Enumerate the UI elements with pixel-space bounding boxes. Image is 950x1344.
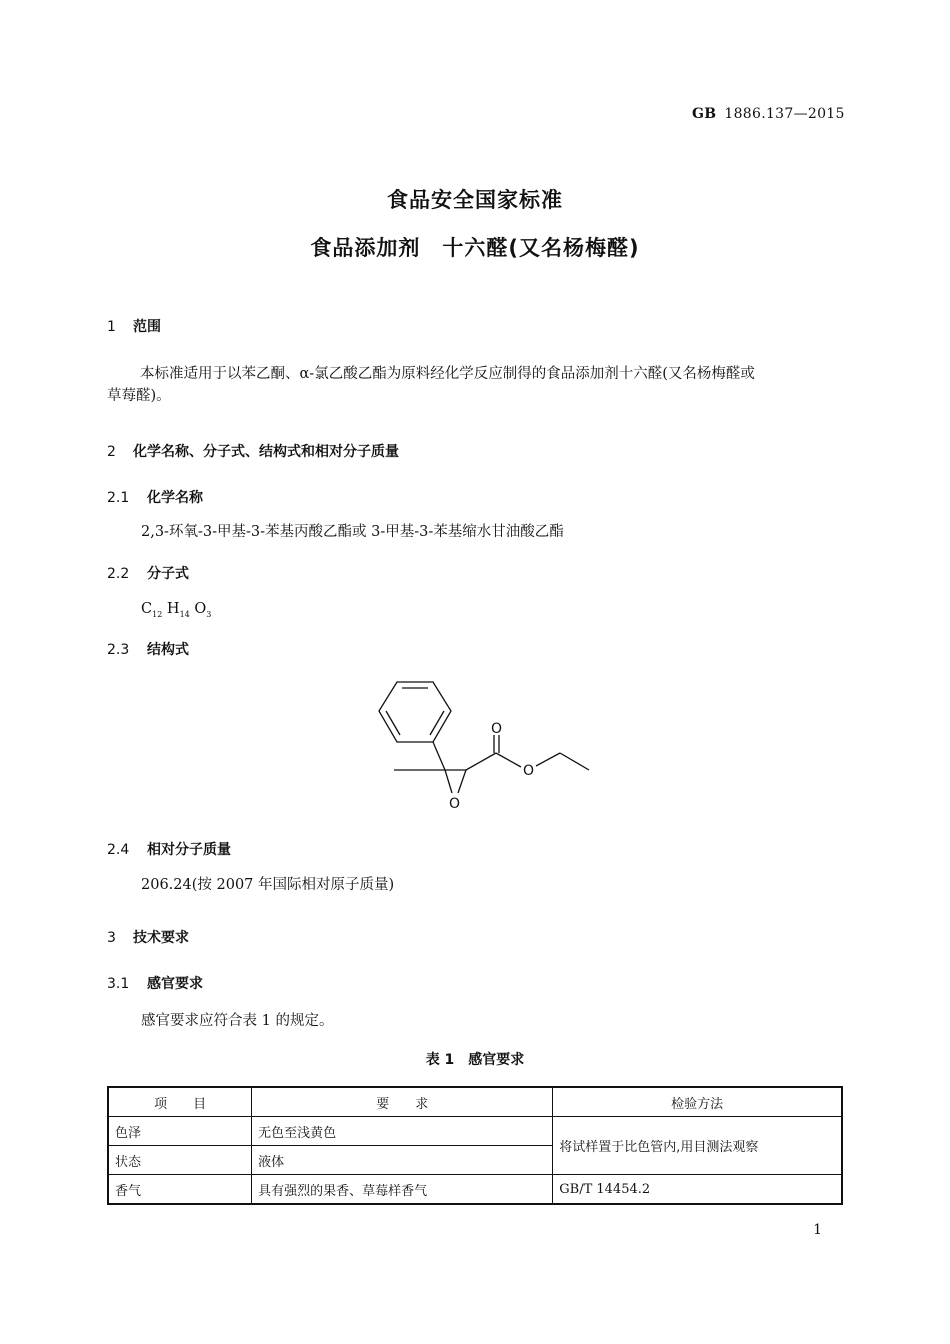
molecular-formula: $C_{12}$ $H_{14}$ $O_3$ <box>141 601 212 619</box>
table-header-item: 项 目 <box>108 1087 252 1117</box>
ester-bond <box>496 753 521 767</box>
ester-oxygen-label: O <box>523 763 535 779</box>
section-3-1-body: 感官要求应符合表 1 的规定。 <box>141 1013 334 1029</box>
epoxide-co-bond-2 <box>458 770 466 793</box>
structural-formula <box>350 672 610 822</box>
section-1-heading: 1 范围 <box>107 319 161 335</box>
ethyl-bond-2 <box>560 753 589 770</box>
document-title-line1: 食品安全国家标准 <box>387 188 563 212</box>
ring-double-bond-2 <box>430 711 444 735</box>
ring-double-bond-3 <box>386 711 400 735</box>
table-row <box>108 1117 842 1146</box>
section-2-2-heading: 2.2 分子式 <box>107 566 189 582</box>
section-1-body-line2: 草莓醛)。 <box>107 388 171 404</box>
table-row <box>108 1175 842 1205</box>
section-1-body <box>107 363 847 407</box>
sensory-requirements-table <box>107 1086 843 1205</box>
ethyl-bond-1 <box>536 753 560 766</box>
carbonyl-oxygen-label: O <box>491 721 503 737</box>
section-3-heading: 3 技术要求 <box>107 930 189 946</box>
phenyl-bond <box>433 742 445 770</box>
document-title-line2: 食品添加剂 十六醛(又名杨梅醛) <box>310 236 640 260</box>
table-header-requirement: 要 求 <box>252 1087 553 1117</box>
section-2-3-heading: 2.3 结构式 <box>107 642 189 658</box>
table-cell-item: 状态 <box>108 1146 252 1175</box>
table-header-method: 检验方法 <box>553 1087 842 1117</box>
epoxide-co-bond-1 <box>445 770 452 793</box>
epoxide-oxygen-label: O <box>449 796 461 812</box>
section-1-body-line1: 本标准适用于以苯乙酮、α-氯乙酸乙酯为原料经化学反应制得的食品添加剂十六醛(又名杨梅醛或 <box>140 366 755 382</box>
table-cell-method: GB/T 14454.2 <box>553 1175 842 1205</box>
table-caption: 表 1 感官要求 <box>425 1052 525 1068</box>
table-cell-requirement: 具有强烈的果香、草莓样香气 <box>252 1175 553 1205</box>
table-cell-item: 色泽 <box>108 1117 252 1146</box>
molecular-mass: 206.24(按 2007 年国际相对原子质量) <box>141 877 395 893</box>
table-cell-requirement: 无色至浅黄色 <box>252 1117 553 1146</box>
table-header-row <box>108 1087 842 1117</box>
alpha-bond <box>466 753 496 770</box>
chemical-name: 2,3-环氧-3-甲基-3-苯基丙酸乙酯或 3-甲基-3-苯基缩水甘油酸乙酯 <box>141 524 564 540</box>
table-cell-requirement: 液体 <box>252 1146 553 1175</box>
section-3-1-heading: 3.1 感官要求 <box>107 976 203 992</box>
standard-number: 1886.137—2015 <box>724 106 845 122</box>
table-cell-method-merged: 将试样置于比色管内,用目测法观察 <box>553 1117 842 1175</box>
standard-code <box>692 106 845 122</box>
table-cell-item: 香气 <box>108 1175 252 1205</box>
standard-prefix: GB <box>692 106 717 122</box>
section-2-4-heading: 2.4 相对分子质量 <box>107 842 231 858</box>
section-2-heading: 2 化学名称、分子式、结构式和相对分子质量 <box>107 444 399 460</box>
page-number: 1 <box>813 1222 822 1238</box>
section-2-1-heading: 2.1 化学名称 <box>107 490 203 506</box>
benzene-ring <box>379 682 451 742</box>
structure-bonds <box>379 682 589 793</box>
